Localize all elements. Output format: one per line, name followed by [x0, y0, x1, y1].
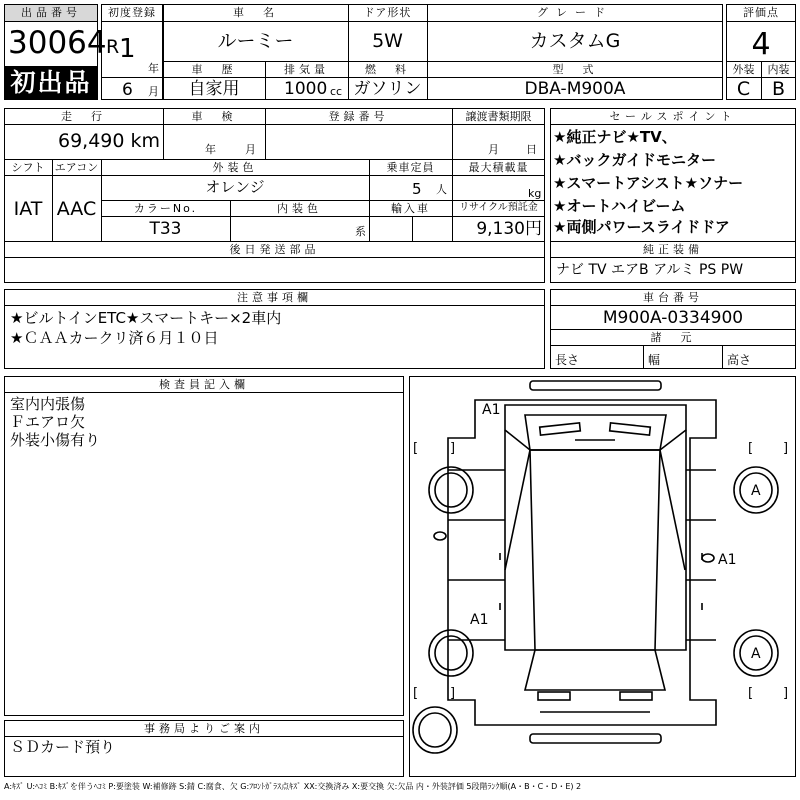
- equipment-label: 純正装備: [643, 243, 703, 256]
- capacity-label: 乗車定員: [386, 161, 435, 174]
- mileage-label: 走 行: [61, 110, 106, 123]
- damage-mark-right-door: A1: [718, 552, 737, 568]
- dims-label: 諸 元: [650, 331, 696, 344]
- bracket-6: ]: [450, 686, 456, 701]
- inspector-line-1: 室内内張傷: [10, 395, 86, 413]
- mirror-left: [434, 532, 446, 540]
- history-label: 車 歴: [191, 63, 237, 76]
- roof: [530, 450, 660, 650]
- note-line-2: ★ＣＡＡカークリ済６月１０日: [10, 329, 219, 347]
- front-bumper: [530, 381, 661, 390]
- rear-window: [525, 650, 665, 690]
- capacity-unit: 人: [436, 183, 447, 196]
- windshield: [525, 415, 666, 450]
- cowl-right: [610, 423, 651, 435]
- color-no: T33: [149, 219, 182, 239]
- shift-label: シフト: [11, 161, 45, 174]
- inspection-month-unit: 月: [245, 143, 256, 156]
- transfer-month-unit: 月: [488, 143, 499, 156]
- displacement-label: 排気量: [284, 63, 329, 76]
- bracket-5: [: [413, 686, 419, 701]
- fuel-label: 燃 料: [365, 63, 410, 76]
- bracket-1: [: [413, 441, 419, 456]
- sales-point-1: ★純正ナビ★TV、: [553, 128, 677, 146]
- length-label: 長さ: [555, 353, 580, 367]
- displacement: 1000: [284, 79, 328, 99]
- legend: A:ｷｽﾞ U:ﾍｺﾐ B:ｷｽﾞを伴うﾍｺﾐ P:要塗装 W:補修跡 S:錆 C:腐食、欠 G:ﾌﾛﾝﾄｶﾞﾗｽ点ｷｽﾞ XX:交換済み X:要交換 欠:欠品 内・外装評価 5段階ﾗﾝｸ順(A・B・C・D・E) 2: [4, 782, 582, 791]
- transfer-label: 譲渡書類期限: [465, 110, 532, 123]
- tail-light-right: [620, 692, 652, 700]
- width-label: 幅: [648, 353, 661, 367]
- import-label: 輸入車: [391, 202, 430, 215]
- height-label: 高さ: [727, 353, 752, 367]
- rear-bumper: [530, 734, 661, 743]
- office-text: ＳＤカード預り: [10, 738, 116, 756]
- car-name: ルーミー: [217, 30, 294, 52]
- equipment: ナビ TV エアB アルミ PS PW: [556, 262, 744, 278]
- wheel-front-left-inner: [435, 473, 467, 507]
- capacity: 5: [412, 180, 422, 198]
- score: 4: [751, 27, 771, 62]
- inspection-label: 車 検: [191, 110, 237, 123]
- reg-no-label: 登録番号: [328, 110, 389, 123]
- delivery-label: 後日発送部品: [229, 243, 320, 256]
- transfer-day-unit: 日: [526, 143, 537, 156]
- load-unit: kg: [528, 187, 542, 200]
- month-unit: 月: [148, 85, 159, 98]
- mileage: 69,490 km: [58, 130, 161, 152]
- office-label: 事務局よりご案内: [144, 722, 264, 735]
- aircon-label: エアコン: [54, 161, 99, 174]
- bracket-7: [: [748, 686, 754, 701]
- score-label: 評価点: [743, 6, 779, 19]
- spare-wheel-inner: [419, 713, 451, 747]
- year-unit: 年: [148, 62, 159, 75]
- tail-light-left: [538, 692, 570, 700]
- sales-points-label: セールスポイント: [609, 110, 737, 123]
- notes-label: 注意事項欄: [237, 291, 312, 304]
- inspector-line-3: 外装小傷有り: [10, 431, 101, 449]
- lot-number: 30064: [8, 25, 107, 61]
- sales-point-2: ★バックガイドモニター: [553, 151, 716, 169]
- exterior-color: オレンジ: [205, 178, 265, 196]
- era: R: [106, 36, 120, 58]
- aircon: AAC: [56, 198, 97, 220]
- reg-year: 1: [119, 34, 136, 64]
- sales-point-5: ★両側パワースライドドア: [553, 218, 730, 236]
- damage-mark-left-rear: A1: [470, 612, 489, 628]
- bracket-8: ]: [783, 686, 789, 701]
- interior-grade: B: [771, 78, 786, 100]
- first-reg-label: 初度登録: [108, 6, 156, 19]
- chassis-label: 車台番号: [643, 291, 703, 304]
- sales-point-3: ★スマートアシスト★ソナー: [553, 174, 744, 192]
- cc-unit: cc: [330, 85, 343, 98]
- mirror-right: [702, 554, 714, 562]
- hood: [505, 405, 686, 450]
- damage-mark-rear-right-wheel: A: [751, 646, 761, 662]
- chassis-number: M900A-0334900: [602, 308, 744, 328]
- body-outline: [448, 400, 716, 725]
- color-no-label: カラーNo.: [133, 202, 198, 215]
- car-name-label: 車 名: [233, 6, 278, 19]
- sales-point-4: ★オートハイビーム: [553, 197, 686, 215]
- damage-mark-front: A1: [482, 402, 501, 418]
- reg-month: 6: [122, 80, 133, 100]
- bracket-2: ]: [450, 441, 456, 456]
- interior-label: 内装: [767, 63, 790, 76]
- recycle-fee: 9,130円: [476, 219, 542, 239]
- inspector-label: 検査員記入欄: [159, 378, 249, 391]
- door-type: 5W: [372, 30, 403, 52]
- exterior-grade: C: [736, 78, 751, 100]
- lot-no-label: 出品番号: [21, 6, 81, 19]
- grade: カスタムG: [529, 30, 621, 52]
- history: 自家用: [188, 79, 240, 99]
- grade-label: グレード: [537, 6, 613, 19]
- inspection-year-unit: 年: [205, 143, 216, 156]
- interior-color-label: 内装色: [277, 202, 322, 215]
- cowl-left: [540, 423, 581, 435]
- bracket-4: ]: [783, 441, 789, 456]
- shift: IAT: [13, 198, 43, 220]
- wheel-rear-left-inner: [435, 636, 467, 670]
- bracket-3: [: [748, 441, 754, 456]
- recycle-label: リサイクル預託金: [459, 202, 538, 213]
- fuel: ガソリン: [353, 79, 422, 99]
- door-label: ドア形状: [363, 6, 412, 19]
- exterior-label: 外装: [732, 63, 755, 76]
- first-listing-badge: 初出品: [5, 66, 97, 99]
- note-line-1: ★ビルトインETC★スマートキー×2車内: [10, 309, 282, 327]
- model-label: 型 式: [552, 63, 598, 76]
- damage-mark-front-right-wheel: A: [751, 483, 761, 499]
- interior-color-unit: 系: [355, 225, 366, 238]
- model: DBA-M900A: [524, 79, 626, 99]
- inspector-line-2: Ｆエアロ欠: [10, 413, 86, 431]
- color-label: 外装色: [212, 161, 258, 174]
- max-load-label: 最大積載量: [468, 161, 529, 174]
